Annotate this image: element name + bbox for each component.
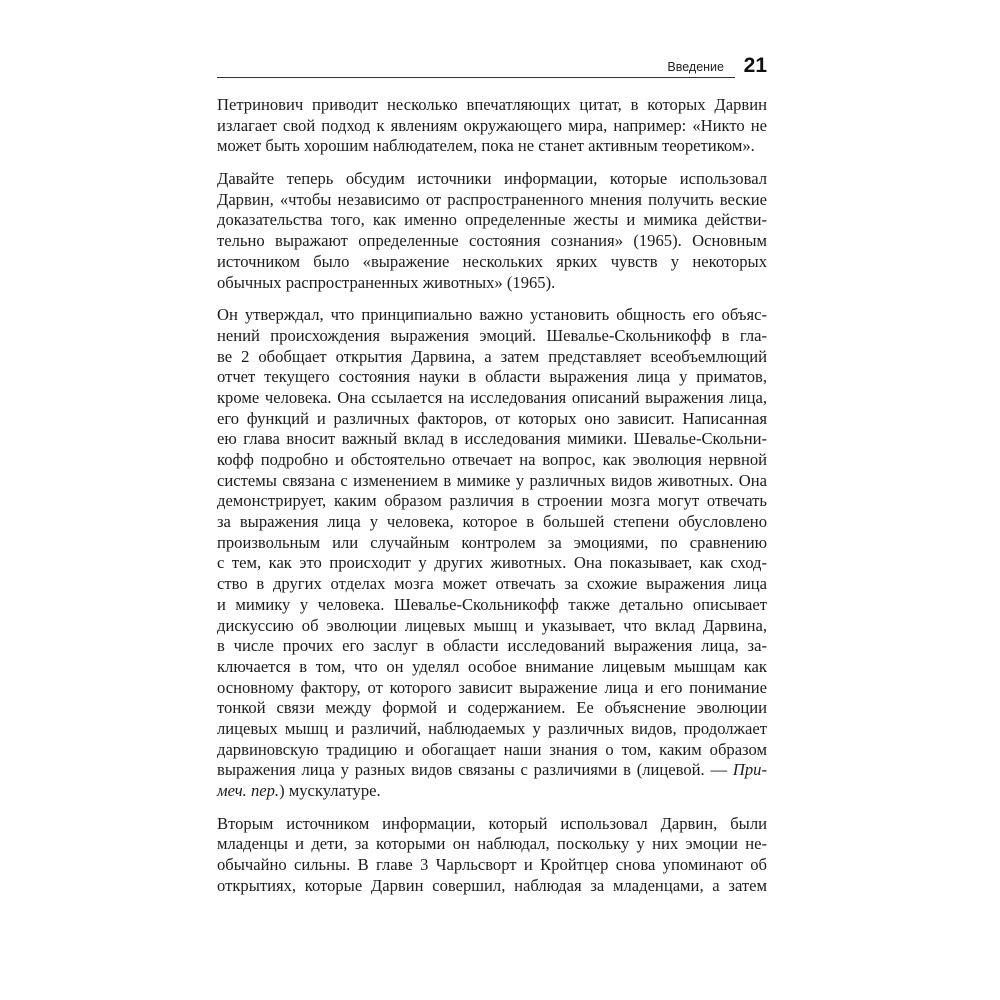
- running-header: [217, 56, 767, 78]
- text-line: кроме человека. Она ссылается на исследования описаний выражения лица,: [217, 387, 767, 407]
- text-line: демонстрирует, каким образом различия в строении мозга могут отвечать: [217, 491, 767, 511]
- text-line: Вторым источником информации, который использовал Дарвин, были: [217, 813, 767, 833]
- text-line: нений происхождения выражения эмоций. Шевалье-Скольникофф в гла-: [217, 325, 767, 345]
- paragraph-2: [217, 169, 767, 293]
- text-line: ею глава вносит важный вклад в исследования мимики. Шевалье-Скольни-: [217, 429, 767, 449]
- text-line: Давайте теперь обсудим источники информации, которые использовал: [217, 169, 767, 189]
- text-line: открытиях, которые Дарвин совершил, наблюдая за младенцами, а затем: [217, 875, 767, 895]
- text-line: ве 2 обобщает открытия Дарвина, а затем представляет всеобъемлющий: [217, 346, 767, 366]
- text-line: излагает свой подход к явлениям окружающего мира, например: «Никто не: [217, 115, 767, 135]
- text-line: тельно выражают определенные состояния сознания» (1965). Основным: [217, 231, 767, 251]
- text-line: Он утверждал, что принципиально важно установить общность его объяс-: [217, 305, 767, 325]
- text-line: источником было «выражение нескольких ярких чувств у некоторых: [217, 251, 767, 271]
- header-rule: [217, 77, 735, 78]
- text-line: обычных распространенных животных» (1965).: [217, 272, 556, 292]
- text-line: системы связана с изменением в мимике у различных видов животных. Она: [217, 470, 767, 490]
- text-line: доказательства того, как именно определенные жесты и мимика действи-: [217, 210, 767, 230]
- text-line: дарвиновскую традицию и обогащает наши знания о том, каким образом: [217, 739, 767, 759]
- text-line: ство в других отделах мозга может отвечать за схожие выражения лица: [217, 574, 767, 594]
- paragraph-3: [217, 305, 767, 802]
- text-line: и мимику у человека. Шевалье-Скольникофф также детально описывает: [217, 594, 767, 614]
- text-line-with-note: [217, 760, 767, 781]
- translator-note-italic-end: меч. пер.: [217, 781, 280, 800]
- text-line: произвольным или случайным контролем за эмоциями, по сравнению: [217, 532, 767, 552]
- text-line: с тем, как это происходит у других животных. Она показывает, как сход-: [217, 553, 767, 573]
- paragraph-1: [217, 95, 767, 157]
- text-line: его функций и различных факторов, от которых оно зависит. Написанная: [217, 408, 767, 428]
- text-line-part: выражения лица у разных видов связаны с различиями в (лицевой. —: [217, 760, 728, 780]
- text-line-part: ) мускулатуре.: [279, 781, 381, 800]
- text-line: за выражения лица у человека, которое в большей степени обусловлено: [217, 512, 767, 532]
- text-line: основному фактору, от которого зависит выражение лица и его понимание: [217, 677, 767, 697]
- translator-note-italic: При-: [732, 760, 767, 780]
- text-line: в числе прочих его заслуг в области исследований выражения лица, за-: [217, 636, 767, 656]
- header-section-title: Введение: [667, 60, 724, 74]
- text-line: может быть хорошим наблюдателем, пока не станет активным теоретиком».: [217, 136, 755, 156]
- text-line: кофф подробно и обстоятельно отвечает на вопрос, как эволюция нервной: [217, 450, 767, 469]
- body-text: [217, 95, 767, 908]
- text-line-final: [217, 781, 767, 802]
- text-line: Петринович приводит несколько впечатляющих цитат, в которых Дарвин: [217, 95, 767, 114]
- paragraph-4: [217, 814, 767, 897]
- text-line: дискуссию об эволюции лицевых мышц и указывает, что вклад Дарвина,: [217, 615, 767, 635]
- text-line: младенцы и дети, за которыми он наблюдал, поскольку у них эмоции не-: [217, 834, 767, 854]
- text-line: тонкой связи между формой и содержанием. Ее объяснение эволюции: [217, 698, 767, 718]
- page-number: 21: [743, 54, 767, 77]
- text-line: отчет текущего состояния науки в области выражения лица у приматов,: [217, 367, 767, 387]
- text-line: лицевых мышц и различий, наблюдаемых у различных видов, продолжает: [217, 718, 767, 738]
- text-line: Дарвин, «чтобы независимо от распространенного мнения получить веские: [217, 189, 767, 209]
- text-line: обычайно сильны. В главе 3 Чарльсворт и Кройтцер снова упоминают об: [217, 855, 767, 875]
- text-line: ключается в том, что он уделял особое внимание лицевым мышцам как: [217, 656, 767, 676]
